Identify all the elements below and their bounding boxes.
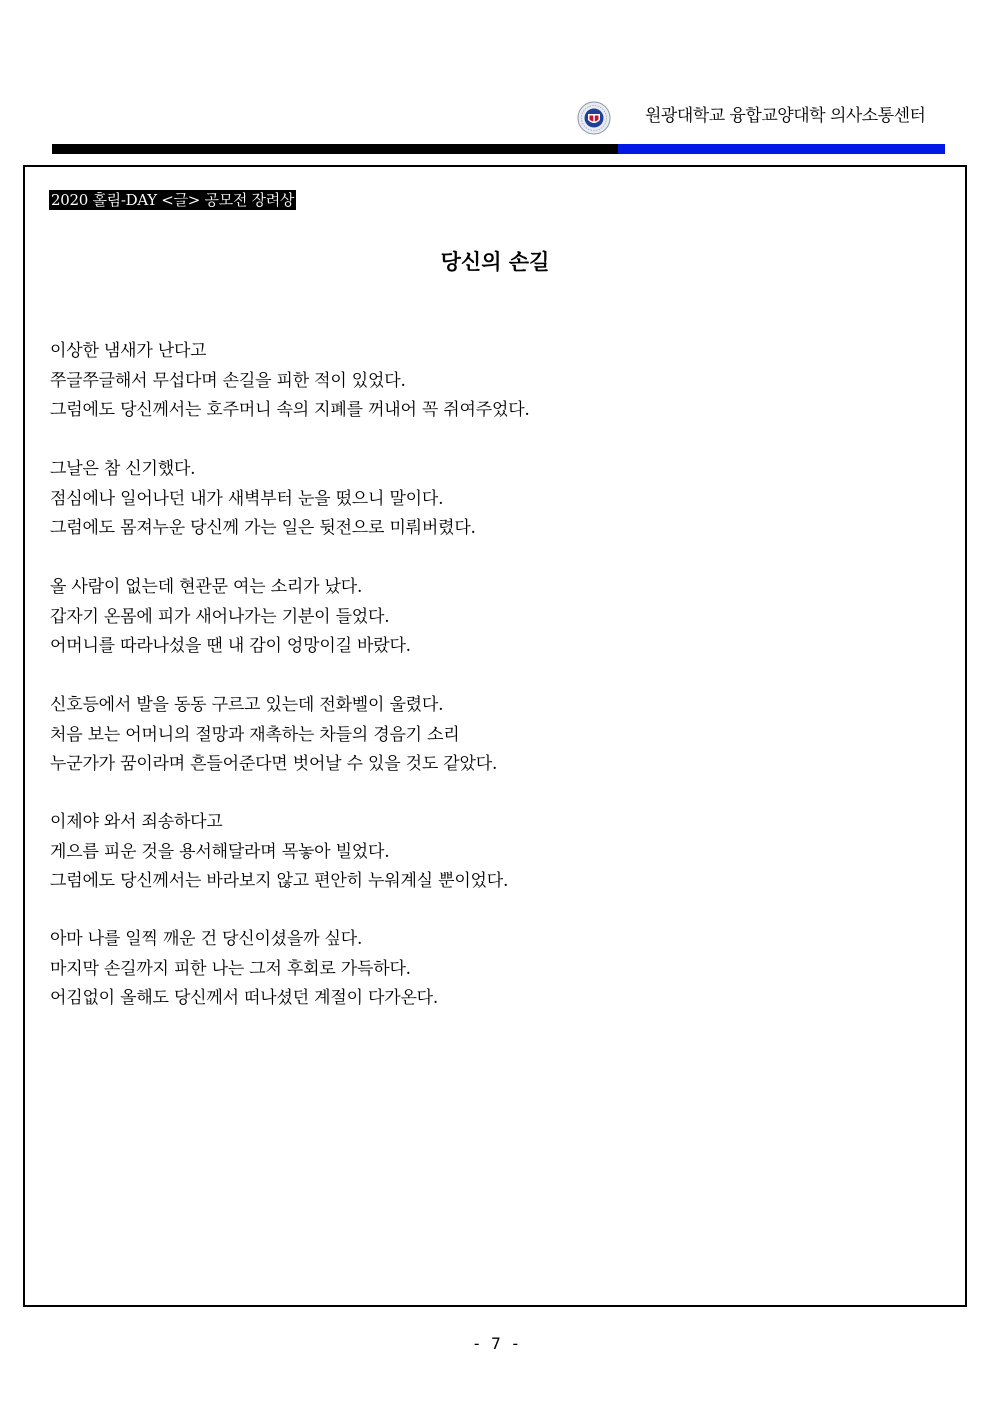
- header-rule-dark: [52, 144, 618, 154]
- poem-line: 처음 보는 어머니의 절망과 재촉하는 차들의 경음기 소리: [50, 724, 460, 745]
- poem-line: 이상한 냄새가 난다고: [50, 341, 207, 361]
- poem-line: 게으름 피운 것을 용서해달라며 목놓아 빌었다.: [50, 841, 390, 862]
- poem-line: 마지막 손길까지 피한 나는 그저 후회로 가득하다.: [50, 958, 411, 979]
- stanza-2: [50, 455, 930, 544]
- poem-line: 갑자기 온몸에 피가 새어나가는 기분이 들었다.: [50, 606, 390, 627]
- poem-line: 어머니를 따라나섰을 땐 내 감이 엉망이길 바랐다.: [50, 636, 411, 656]
- poem-line: 아마 나를 일찍 깨운 건 당신이셨을까 싶다.: [50, 929, 363, 949]
- poem-line: 그럼에도 당신께서는 바라보지 않고 편안히 누워계실 뿐이었다.: [50, 871, 509, 891]
- poem-line: 누군가가 꿈이라며 흔들어준다면 벗어날 수 있을 것도 같았다.: [50, 754, 498, 774]
- stanza-3: [50, 573, 930, 662]
- poem-line: 신호등에서 발을 동동 구르고 있는데 전화벨이 울렸다.: [50, 695, 444, 715]
- page-number: - 7 -: [471, 1334, 521, 1353]
- stanza-5: [50, 808, 930, 897]
- page-header: [0, 0, 992, 160]
- poem-line: 올 사람이 없는데 현관문 여는 소리가 났다.: [50, 577, 363, 597]
- poem-line: 어김없이 올해도 당신께서 떠나셨던 계절이 다가온다.: [50, 988, 439, 1008]
- poem-line: 이제야 와서 죄송하다고: [50, 812, 223, 832]
- stanza-6: [50, 925, 930, 1014]
- poem-line: 그럼에도 당신께서는 호주머니 속의 지폐를 꺼내어 꼭 쥐여주었다.: [50, 400, 530, 420]
- poem-line: 점심에나 일어나던 내가 새벽부터 눈을 떴으니 말이다.: [50, 488, 444, 509]
- poem-line: 그럼에도 몸져누운 당신께 가는 일은 뒷전으로 미뤄버렸다.: [50, 518, 476, 538]
- award-label: 2020 홀림-DAY <글> 공모전 장려상: [51, 191, 295, 209]
- poem-line: 그날은 참 신기했다.: [50, 459, 196, 479]
- organization-name: 원광대학교 융합교양대학 의사소통센터: [645, 106, 926, 126]
- stanza-1: [50, 337, 930, 426]
- poem-title: 당신의 손길: [440, 249, 550, 274]
- content-frame: [23, 165, 967, 1307]
- stanza-4: [50, 691, 930, 780]
- poem-line: 쭈글쭈글해서 무섭다며 손길을 피한 적이 있었다.: [50, 370, 406, 391]
- university-seal-icon: [577, 101, 611, 135]
- header-rule-accent: [618, 144, 945, 154]
